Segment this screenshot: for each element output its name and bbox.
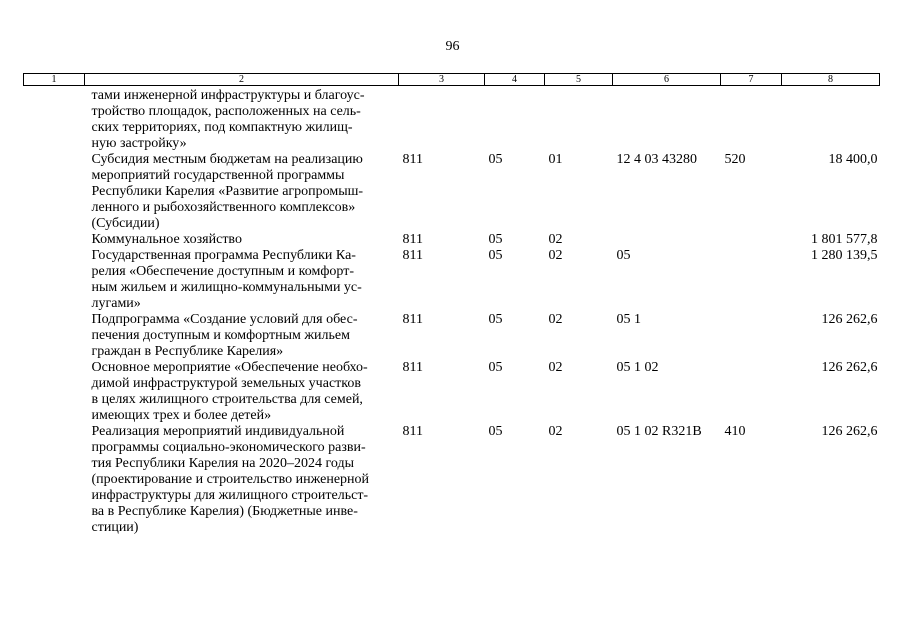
ministry-code-cell: 811 [402,152,423,167]
section-code-cell: 05 [488,152,503,167]
section-code-cell: 05 [488,424,503,439]
ministry-code-cell [399,86,485,153]
description-cell: Коммунальное хозяйство [91,232,242,247]
amount-cell: 126 262,6 [821,360,878,375]
description-cell: Основное мероприятие «Обеспечение необхо- димой инфраструктурой земельных участков в целях жилищного строительства для семей, имеющих трех и более детей» [91,360,368,423]
row-number-cell [24,248,85,312]
section-code-cell: 05 [488,232,503,247]
ministry-code-cell: 811 [402,360,423,375]
target-code-cell [613,86,721,153]
table-row [24,248,880,312]
subsection-code-cell [545,86,613,153]
ministry-code-cell: 811 [402,312,423,327]
expense-type-cell: 520 [724,152,746,167]
section-code-cell: 05 [488,248,503,263]
table-header-row [24,74,880,86]
column-header: 6 [613,74,721,86]
ministry-code-cell: 811 [402,232,423,247]
target-code-cell: 12 4 03 43280 [616,152,697,167]
budget-table [23,73,880,536]
row-number-cell [24,424,85,536]
expense-type-cell [721,86,782,153]
table-row [24,312,880,360]
table-row [24,232,880,248]
table-row [24,152,880,232]
column-header: 1 [24,74,85,86]
subsection-code-cell: 02 [548,312,563,327]
ministry-code-cell: 811 [402,248,423,263]
row-number-cell [24,360,85,424]
subsection-code-cell: 02 [548,248,563,263]
expense-type-cell [721,312,782,360]
column-header: 8 [782,74,880,86]
target-code-cell: 05 1 02 R321B [616,424,702,439]
column-header: 5 [545,74,613,86]
expense-type-cell [721,248,782,312]
row-number-cell [24,312,85,360]
expense-type-cell [721,360,782,424]
target-code-cell: 05 1 [616,312,641,327]
expense-type-cell [721,232,782,248]
target-code-cell: 05 [616,248,631,263]
row-number-cell [24,86,85,153]
section-code-cell: 05 [488,312,503,327]
subsection-code-cell: 02 [548,360,563,375]
column-header: 7 [721,74,782,86]
amount-cell: 1 280 139,5 [811,248,878,263]
description-cell: тами инженерной инфраструктуры и благоус- тройство площадок, расположенных на сель- ских территориях, под компактную жилищ- ную застройку» [91,88,365,151]
amount-cell [782,86,880,153]
expense-type-cell: 410 [724,424,746,439]
description-cell: Подпрограмма «Создание условий для обес- печения доступным и комфортным жильем граждан в Республике Карелия» [91,312,358,359]
page-number: 96 [445,39,460,54]
description-cell: Государственная программа Республики Ка- релия «Обеспечение доступным и комфорт- ным жильем и жилищно-коммунальными ус- лугами» [91,248,362,311]
ministry-code-cell: 811 [402,424,423,439]
target-code-cell [613,232,721,248]
column-header: 2 [85,74,399,86]
row-number-cell [24,232,85,248]
amount-cell: 126 262,6 [821,424,878,439]
subsection-code-cell: 02 [548,424,563,439]
row-number-cell [24,152,85,232]
target-code-cell: 05 1 02 [616,360,659,375]
amount-cell: 18 400,0 [828,152,878,167]
description-cell: Реализация мероприятий индивидуальной программы социально-экономического разви- тия Республики Карелия на 2020–2024 годы (проектирование и строительство инженерной инфраструктуры для жилищного строительст- ва в Республике Карелия) (Бюджетные инве- стиции) [91,424,370,535]
description-cell: Субсидия местным бюджетам на реализацию мероприятий государственной программы Республики Карелия «Развитие агропромыш- ленного и рыбохозяйственного комплексов» (Субсидии) [91,152,364,231]
amount-cell: 1 801 577,8 [811,232,878,247]
column-header: 3 [399,74,485,86]
table-row [24,86,880,153]
table-row [24,360,880,424]
subsection-code-cell: 01 [548,152,563,167]
subsection-code-cell: 02 [548,232,563,247]
table-row [24,424,880,536]
amount-cell: 126 262,6 [821,312,878,327]
column-header: 4 [485,74,545,86]
section-code-cell: 05 [488,360,503,375]
section-code-cell [485,86,545,153]
